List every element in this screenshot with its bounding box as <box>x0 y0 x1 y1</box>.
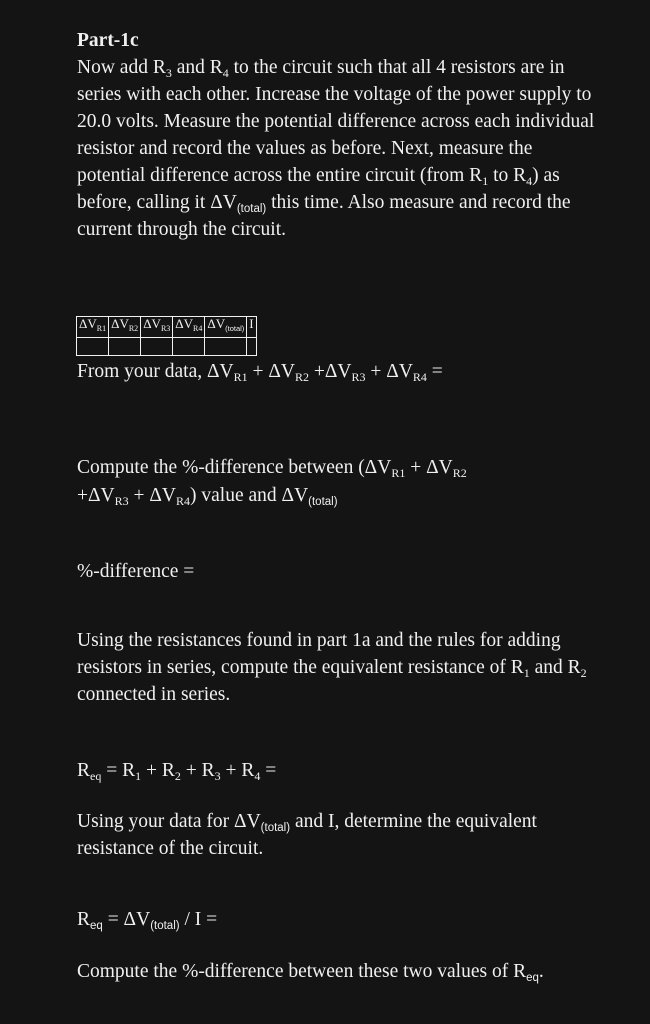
header-dv-r2: $\Delta V_{R2}$ <box>109 317 141 338</box>
req-sum-equation: $R_{eq} = R_1 + R_2 + R_3 + R_4$ = <box>77 760 277 783</box>
data-resistance-paragraph: Using your data for $\Delta V_{(total)}$ and I, determine the equivalent resistance of the circuit. <box>77 811 537 859</box>
cell-dv-r4[interactable] <box>173 338 205 356</box>
compute-percent-line-2: $+\Delta V_{R3} + \Delta V_{R4}$) value and $\Delta V_{(total)}$ <box>77 485 338 508</box>
instructions-paragraph: Now add $R_3$ and $R_4$ to the circuit such that all 4 resistors are in series with each other. Increase the voltage of the power supply to 20.0 volts. Measure the potential difference across each individual resistor and record the values as before. Next, measure the potential difference across the entire circuit (from $R_1$ to $R_4$) as before, calling it $\Delta V_{(total)}$ this time. Also measure and record the current through the circuit. <box>77 57 595 240</box>
section-title: Part-1c <box>77 30 139 51</box>
cell-dv-r2[interactable] <box>109 338 141 356</box>
compute-percent-line-1: Compute the %-difference between ($\Delta V_{R1} + \Delta V_{R2}$ <box>77 457 467 480</box>
equivalent-resistance-paragraph: Using the resistances found in part 1a and the rules for adding resistors in series, compute the equivalent resistance of $R_1$ and $R_2$ connected in series. <box>77 630 587 705</box>
cell-dv-r1[interactable] <box>77 338 109 356</box>
data-table <box>76 316 257 356</box>
cell-current[interactable] <box>247 338 256 356</box>
header-dv-total: $\Delta V_{(total)}$ <box>205 317 247 338</box>
sum-line: From your data, $\Delta V_{R1} + \Delta V_{R2} +\Delta V_{R3} + \Delta V_{R4}$ = <box>77 361 443 384</box>
header-current: I <box>247 317 256 338</box>
percent-difference-label: %-difference = <box>77 561 195 582</box>
req-ratio-equation: $R_{eq} = \Delta V_{(total)} / I$ = <box>77 909 218 932</box>
final-compute-paragraph: Compute the %-difference between these two values of $R_{eq}$. <box>77 961 544 984</box>
cell-dv-r3[interactable] <box>141 338 173 356</box>
header-dv-r4: $\Delta V_{R4}$ <box>173 317 205 338</box>
header-dv-r3: $\Delta V_{R3}$ <box>141 317 173 338</box>
header-dv-r1: $\Delta V_{R1}$ <box>77 317 109 338</box>
cell-dv-total[interactable] <box>205 338 247 356</box>
